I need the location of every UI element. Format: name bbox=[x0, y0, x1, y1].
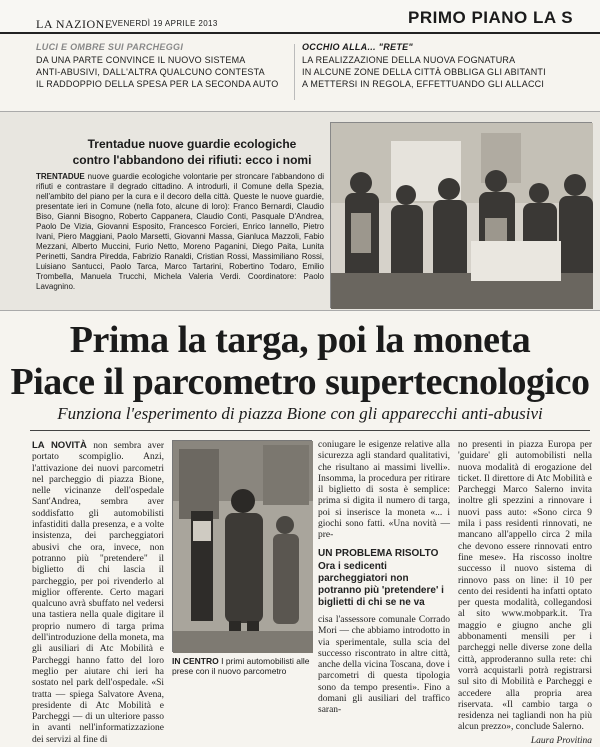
byline: Laura Provitina bbox=[530, 735, 592, 746]
headline-line-1: Prima la targa, poi la moneta bbox=[69, 319, 531, 361]
divider bbox=[294, 44, 295, 100]
teaser-line: ANTI-ABUSIVI, DALL'ALTRA QUALCUNO CONTESTA bbox=[36, 67, 265, 77]
article-text: cisa l'assessore comunale Corrado Mori — che abbiamo introdotto in via sperimentale, sulla scia del successo riscontrato in altre città, anche della vicina Toscana, dove i parcometri di questa tipologia sono da tempo presenti». Fino a domani gli ausiliari del traffico saran- bbox=[318, 614, 450, 716]
headline-line-2: Piace il parcometro supertecnologico bbox=[10, 361, 590, 403]
article-column-3 bbox=[318, 440, 450, 717]
teaser-line: IN ALCUNE ZONE DELLA CITTÀ OBBLIGA GLI ABITANTI bbox=[302, 67, 546, 77]
group-photo-image bbox=[331, 123, 593, 309]
sidebar-subtitle: Ora i sedicenti parcheggiatori non potranno più 'pretendere' i biglietti di chi se ne va bbox=[318, 560, 444, 608]
teaser-line: LA REALIZZAZIONE DELLA NUOVA FOGNATURA bbox=[302, 55, 516, 65]
eco-title-line: contro l'abbandono dei rifiuti: ecco i nomi bbox=[72, 153, 312, 167]
article-text: no presenti in piazza Europa per 'guidare' gli automobilisti nella nuova modalità di erogazione del ticket. Il direttore di Atc Mobilità e Parcheggi Marco Salerno invita inoltre gli spezzini a rinnovare i nuovi pass auto: «Sono circa 9 mila i pass residenti rinnovati, ne mancano all'appello circa 2 mila che devono essere rinnovati entro fine mese». Ha riscosso inoltre successo il nuovo sistema di rinnovo pass on line: il 10 per cento dei residenti ha infatti optato per questa modalità, collegandosi al sito www.mobpark.it. Tra maggio e giugno anche gli abbonamenti mensili per i parcheggi nelle diverse zone della città, approderanno sulla rete: chi vorrà acquistarli potrà registrarsi sul sito di Mobilità e Parcheggi e accedere alla propria area riservata. «Il cambio targa o residenza nei tagliandi non ha più alcun prezzo», conclude Salerno. bbox=[458, 440, 592, 733]
article-column-4 bbox=[458, 440, 592, 747]
parking-meter-photo bbox=[172, 440, 312, 652]
section-title: PRIMO PIANO LA S bbox=[408, 8, 574, 27]
teaser-text bbox=[36, 54, 291, 90]
article-text: non sembra aver portato scompiglio. Anzi, l'attivazione dei nuovi parcometri nel parcheggio di piazza Bione, nelle vicinanze dell'ospedale Sant'Andrea, sembra aver soddisfatto gli automobilisti infastiditi dalla presenza, e a volte insistenza, dei parcheggiatori abusivi che ora, invece, non potranno più "pretendere" il biglietto di chi lascia il parcheggio, per poi rivenderlo al miglior offerente. Certo magari qualcuno avrà sbuffato nel vedersi una tastiera nella quale digitare il proprio numero di targa prima dell'introduzione della moneta, ma gli ausiliari di Atc Mobilità e Parcheggi hanno fatto del loro meglio per aiutare chi ieri ha sostato nel park dell'ospedale. «Si tratta — spiega Salvatore Avena, presidente di Atc Mobilità e Parcheggi — di un ulteriore passo in avanti nell'informatizzazione dei servizi al fine di bbox=[32, 441, 164, 745]
eco-lead-word: TRENTADUE bbox=[36, 172, 85, 181]
teaser-kicker: LUCI E OMBRE SUI PARCHEGGI bbox=[36, 42, 184, 52]
eco-title-line: Trentadue nuove guardie ecologiche bbox=[87, 137, 297, 151]
article-column-1 bbox=[32, 440, 164, 746]
eco-body-text: nuove guardie ecologiche volontarie per stroncare l'abbandono di rifiuti e contrastare il degrado cittadino. A introdurli, il Comune della Spezia, nell'ambito del piano per la cura e il decoro della città. Queste le nuove guardie, presentate ieri in Comune (nella foto, alcune di loro): Franco Bernardi, Claudio Biso, Gianni Bisogno, Roberto Cappanera, Claudio Conti, Pasquale D'Andrea, Paolo De Vizia, Giovanni Esposito, Francesco Forcieri, Enrico Iannello, Pietro Ivani, Piero Maggiani, Paolo Marsetti, Giovanni Massa, Gianluca Mazzoli, Fabio Mezzani, Alberto Muccini, Furio Netto, Moreno Paganini, Diego Paita, Lunita Perinetti, Sandra Piredda, Fabrizio Ranaldi, Cristian Rossi, Massimiliano Rossi, Luisiano Santucci, Paolo Tarca, Marco Tartarini, Robertino Todaro, Emilio Trombella, Manuela Trucchi, Michela Valeria Verdi. Coordinatore: Paolo Lavagnino. bbox=[36, 172, 324, 291]
caption-text: I primi automobilisti alle prese con il nuovo parcometro bbox=[172, 656, 310, 676]
street-photo-image bbox=[173, 441, 313, 653]
caption-label: IN CENTRO bbox=[172, 656, 219, 666]
masthead bbox=[0, 0, 600, 34]
teaser-line: A METTERSI IN REGOLA, EFFETTUANDO GLI ALLACCI bbox=[302, 79, 545, 89]
eco-guards-photo bbox=[330, 122, 592, 308]
divider bbox=[30, 430, 590, 431]
article-lead-word: LA NOVITÀ bbox=[32, 440, 87, 451]
newspaper-name: LA NAZIONE bbox=[36, 17, 113, 31]
subheadline: Funziona l'esperimento di piazza Bione con gli apparecchi anti-abusivi bbox=[57, 404, 543, 423]
teaser-line: DA UNA PARTE CONVINCE IL NUOVO SISTEMA bbox=[36, 55, 246, 65]
issue-date: VENERDÌ 19 APRILE 2013 bbox=[112, 19, 218, 28]
teaser-parking bbox=[36, 42, 291, 102]
teaser-sewer bbox=[302, 42, 592, 102]
teaser-line: IL RADDOPPIO DELLA SPESA PER LA SECONDA AUTO bbox=[36, 79, 279, 89]
photo-caption bbox=[172, 656, 314, 676]
eco-guards-body bbox=[36, 172, 324, 292]
teaser-kicker: OCCHIO ALLA... "RETE" bbox=[302, 42, 413, 52]
eco-guards-box bbox=[0, 111, 600, 311]
teaser-text bbox=[302, 54, 592, 90]
eco-guards-title bbox=[42, 136, 342, 168]
article-text: coniugare le esigenze relative alla sicurezza agli standard qualitativi, che risultano ai massimi livelli». Insomma, la procedura per ritirare il biglietto di sosta è semplice: prima si digita il numero di targa, poi si inserisce la moneta «... i giochi sono fatti. «Una novità — pre- bbox=[318, 440, 450, 541]
sidebar-title: UN PROBLEMA RISOLTO bbox=[318, 547, 439, 559]
